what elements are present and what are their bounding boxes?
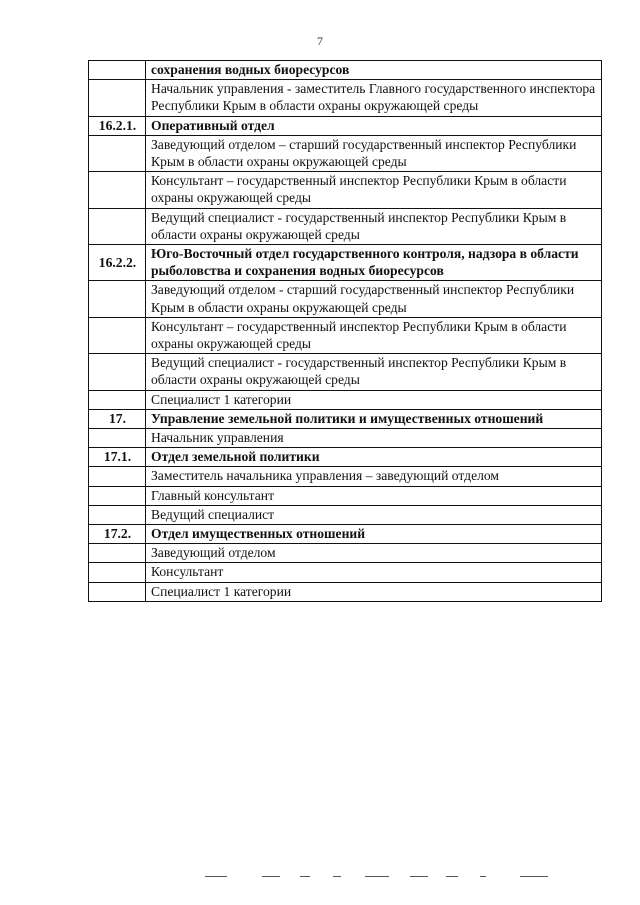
row-number-cell: 16.2.2. xyxy=(89,245,146,281)
position-title-cell: Ведущий специалист - государственный инспектор Республики Крым в области охраны окружающей среды xyxy=(146,354,602,390)
section-row xyxy=(89,245,602,281)
section-title-cell: Оперативный отдел xyxy=(146,116,602,135)
row-number-cell: 16.2.1. xyxy=(89,116,146,135)
section-row xyxy=(89,116,602,135)
row-number-cell xyxy=(89,563,146,582)
position-title-cell: Начальник управления xyxy=(146,429,602,448)
row-number-cell xyxy=(89,135,146,171)
row-number-cell xyxy=(89,354,146,390)
row-number-cell xyxy=(89,582,146,601)
position-title-cell: Ведущий специалист - государственный инспектор Республики Крым в области охраны окружающей среды xyxy=(146,208,602,244)
table-row xyxy=(89,582,602,601)
row-number-cell xyxy=(89,544,146,563)
position-title-cell: Заместитель начальника управления – заведующий отделом xyxy=(146,467,602,486)
row-number-cell xyxy=(89,61,146,80)
table-row xyxy=(89,172,602,208)
row-number-cell xyxy=(89,467,146,486)
page-number: 7 xyxy=(317,34,323,48)
position-title-cell: Ведущий специалист xyxy=(146,505,602,524)
row-number-cell: 17. xyxy=(89,409,146,428)
row-number-cell xyxy=(89,429,146,448)
table-row xyxy=(89,486,602,505)
table-row xyxy=(89,505,602,524)
table-body xyxy=(89,61,602,602)
table-row xyxy=(89,281,602,317)
position-title-cell: Начальник управления - заместитель Главного государственного инспектора Республики Крым в области охраны окружающей среды xyxy=(146,80,602,116)
table-row xyxy=(89,354,602,390)
section-title-cell: Управление земельной политики и имущественных отношений xyxy=(146,409,602,428)
table-row xyxy=(89,208,602,244)
row-number-cell xyxy=(89,317,146,353)
position-title-cell: Консультант xyxy=(146,563,602,582)
table-row xyxy=(89,390,602,409)
position-title-cell: сохранения водных биоресурсов xyxy=(146,61,602,80)
section-row xyxy=(89,525,602,544)
position-title-cell: Специалист 1 категории xyxy=(146,390,602,409)
position-title-cell: Заведующий отделом xyxy=(146,544,602,563)
table-row xyxy=(89,61,602,80)
row-number-cell xyxy=(89,80,146,116)
position-title-cell: Консультант – государственный инспектор Республики Крым в области охраны окружающей среды xyxy=(146,317,602,353)
table-row xyxy=(89,135,602,171)
section-title-cell: Отдел земельной политики xyxy=(146,448,602,467)
scan-artifact-marks xyxy=(0,876,640,882)
position-title-cell: Заведующий отделом – старший государственный инспектор Республики Крым в области охраны окружающей среды xyxy=(146,135,602,171)
staff-structure-table xyxy=(88,60,602,602)
section-title-cell: Отдел имущественных отношений xyxy=(146,525,602,544)
row-number-cell: 17.2. xyxy=(89,525,146,544)
section-title-cell: Юго-Восточный отдел государственного контроля, надзора в области рыболовства и сохранения водных биоресурсов xyxy=(146,245,602,281)
row-number-cell xyxy=(89,486,146,505)
position-title-cell: Специалист 1 категории xyxy=(146,582,602,601)
table-row xyxy=(89,467,602,486)
table-row xyxy=(89,563,602,582)
position-title-cell: Главный консультант xyxy=(146,486,602,505)
row-number-cell xyxy=(89,172,146,208)
row-number-cell: 17.1. xyxy=(89,448,146,467)
row-number-cell xyxy=(89,208,146,244)
row-number-cell xyxy=(89,281,146,317)
table-row xyxy=(89,317,602,353)
section-row xyxy=(89,409,602,428)
position-title-cell: Заведующий отделом - старший государственный инспектор Республики Крым в области охраны окружающей среды xyxy=(146,281,602,317)
table-row xyxy=(89,80,602,116)
table-row xyxy=(89,544,602,563)
row-number-cell xyxy=(89,390,146,409)
section-row xyxy=(89,448,602,467)
row-number-cell xyxy=(89,505,146,524)
position-title-cell: Консультант – государственный инспектор Республики Крым в области охраны окружающей среды xyxy=(146,172,602,208)
table-row xyxy=(89,429,602,448)
